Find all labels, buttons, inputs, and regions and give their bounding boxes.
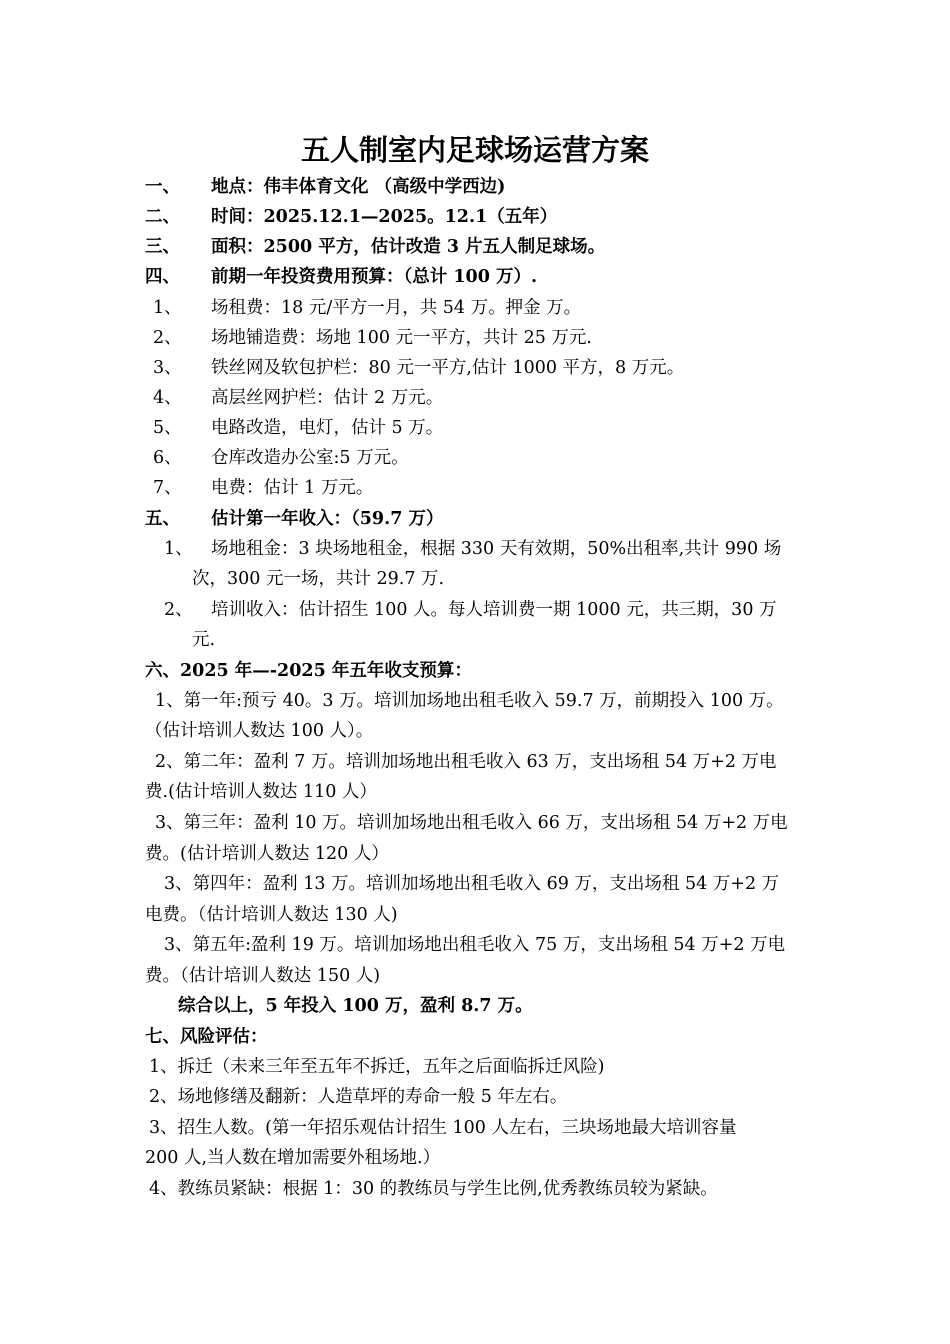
summary-line: 综合以上，5 年投入 100 万，盈利 8.7 万。 <box>178 996 533 1016</box>
list-item-continuation: 200 人,当人数在增加需要外租场地.） <box>145 1148 441 1168</box>
list-item-continuation: 费.(估计培训人数达 110 人） <box>145 782 377 802</box>
list-item-continuation: 费。（估计培训人数达 150 人) <box>145 966 381 986</box>
list-item: 3、第五年:盈利 19 万。培训加场地出租毛收入 75 万，支出场租 54 万+2 万电 <box>164 935 786 955</box>
page-title: 五人制室内足球场运营方案 <box>300 133 649 167</box>
list-item-continuation: 费。(估计培训人数达 120 人） <box>145 844 389 864</box>
list-item: 3、第三年：盈利 10 万。培训加场地出租毛收入 66 万，支出场租 54 万+2 万电 <box>155 813 788 833</box>
list-item-continuation: 元. <box>192 630 216 650</box>
list-item: 4、教练员紧缺：根据 1：30 的教练员与学生比例,优秀教练员较为紧缺。 <box>149 1179 718 1199</box>
list-item: 1、第一年:预亏 40。3 万。培训加场地出租毛收入 59.7 万，前期投入 100 万。 <box>155 691 784 711</box>
list-item: 2、第二年：盈利 7 万。培训加场地出租毛收入 63 万，支出场租 54 万+2 万电 <box>155 752 777 772</box>
list-item: 1、拆迁（未来三年至五年不拆迁，五年之后面临拆迁风险) <box>149 1057 605 1077</box>
list-item-continuation: 次，300 元一场，共计 29.7 万. <box>192 569 445 589</box>
section-7: 七、风险评估： <box>145 1027 268 1047</box>
list-item: 2、场地修缮及翻新：人造草坪的寿命一般 5 年左右。 <box>149 1087 568 1107</box>
list-item: 3、招生人数。(第一年招乐观估计招生 100 人左右，三块场地最大培训容量 <box>149 1118 737 1138</box>
section-6: 六、2025 年—-2025 年五年收支预算： <box>145 661 472 681</box>
list-item: 3、第四年：盈利 13 万。培训加场地出租毛收入 69 万，支出场租 54 万+2 万 <box>164 874 780 894</box>
list-item-continuation: （估计培训人数达 100 人）。 <box>145 721 374 741</box>
list-item-continuation: 电费。（估计培训人数达 130 人) <box>145 905 398 925</box>
document-page: 五人制室内足球场运营方案 一、 地点：伟丰体育文化 （高级中学西边) 二、 时间：2025.12.1—2025。12.1（五年） 三、 面积：2500 平方，估计改造 3 片五人制足球场。 四、 前期一年投资费用预算：（总计 100 万）. 1、 场租费：18 元/平方一月，共 54 万。押金 万。 2、 场地铺造费：场地 100 元一平方，共计 25 万元. 3、 铁丝网及软包护栏：80 元一平方,估计 1000 平方，8 万元。 4、 高层丝网护栏：估计 2 万元。 5、 电路改造，电灯，估计 5 万。 6、 仓库改造办公室:5 万元。 7、 电费：估计 1 万元。 五、 估计第一年收入：（59.7 万） 1、 场地租金：3 块场地租金，根据 330 天有效期，50%出租率,共计 990 场 次，300 元一场，共计 29.7 万. 2、 培训收入：估计招生 100 人。每人培训费一期 1000 元，共三期，30 万 元. 六、2025 年—-2025 年五年收支预算： 1、第一年:预亏 40。3 万。培训加场地出租毛收入 59.7 万，前期投入 100 万。 （估计培训人数达 100 人）。 2、第二年：盈利 7 万。培训加场地出租毛收入 63 万，支出场租 54 万+2 万电 费.(估计培训人数达 110 人） 3、第三年：盈利 10 万。培训加场地出租毛收入 66 万，支出场租 54 万+2 万电 费。(估计培训人数达 120 人） 3、第四年：盈利 13 万。培训加场地出租毛收入 69 万，支出场租 54 万+2 万 电费。（估计培训人数达 130 人) 3、第五年:盈利 19 万。培训加场地出租毛收入 75 万，支出场租 54 万+2 万电 费。（估计培训人数达 150 人) 综合以上，5 年投入 100 万，盈利 8.7 万。 七、风险评估： 1、拆迁（未来三年至五年不拆迁，五年之后面临拆迁风险) 2、场地修缮及翻新：人造草坪的寿命一般 5 年左右。 3、招生人数。(第一年招乐观估计招生 100 人左右，三块场地最大培训容量 200 人,当人数在增加需要外租场地.） 4、教练员紧缺：根据 1：30 的教练员与学生比例,优秀教练员较为紧缺。 <box>0 0 950 1344</box>
